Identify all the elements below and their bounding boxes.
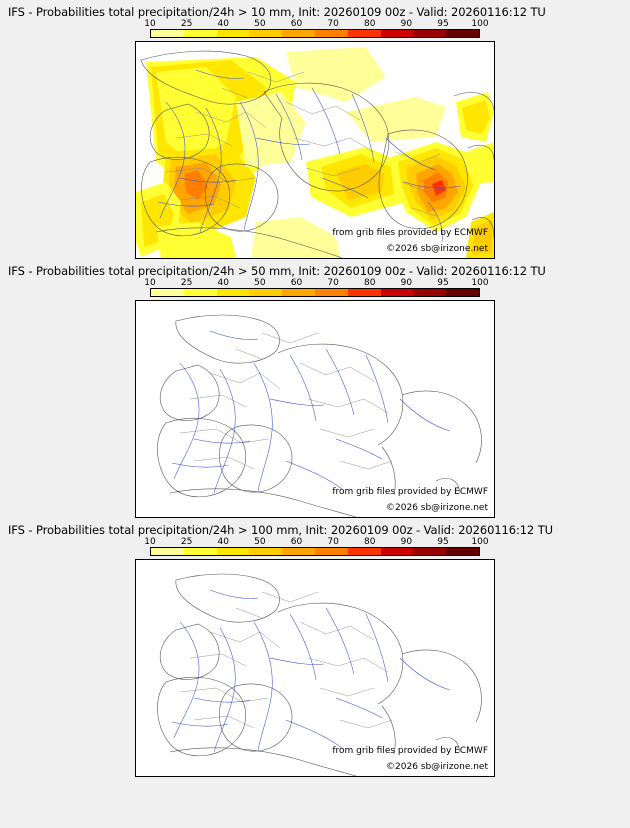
colorbar-tick-9: 100 bbox=[471, 278, 489, 288]
colorbar-10mm bbox=[144, 19, 489, 39]
map-10mm[interactable] bbox=[135, 41, 495, 259]
colorbar-tick-9: 100 bbox=[471, 537, 489, 547]
panel-100mm bbox=[0, 518, 630, 777]
colorbar-tick-8: 95 bbox=[437, 278, 449, 288]
colorbar-tick-2: 40 bbox=[217, 537, 229, 547]
colorbar-tick-4: 60 bbox=[290, 537, 303, 547]
colorbar-tick-5: 70 bbox=[327, 19, 339, 29]
colorbar-labels bbox=[144, 19, 489, 29]
colorbar-labels bbox=[144, 537, 489, 547]
map-50mm[interactable] bbox=[135, 300, 495, 518]
colorbar-100mm bbox=[144, 537, 489, 557]
colorbar-labels bbox=[144, 278, 489, 288]
panel-10mm bbox=[0, 0, 630, 259]
panel-title: IFS - Probabilities total precipitation/24h > 10 mm, Init: 20260109 00z - Valid: 20260116:12 TU bbox=[8, 5, 546, 19]
colorbar-tick-6: 80 bbox=[364, 537, 376, 547]
colorbar-tick-4: 60 bbox=[290, 278, 303, 288]
map-canvas bbox=[136, 301, 494, 517]
river-layer bbox=[172, 590, 450, 752]
credit-source: from grib files provided by ECMWF bbox=[332, 487, 488, 497]
credit-source: from grib files provided by ECMWF bbox=[332, 228, 488, 238]
credit-copyright: ©2026 sb@irizone.net bbox=[386, 762, 488, 772]
map-100mm[interactable] bbox=[135, 559, 495, 777]
colorbar-tick-5: 70 bbox=[327, 537, 339, 547]
river-layer bbox=[172, 331, 450, 493]
colorbar-tick-8: 95 bbox=[437, 537, 449, 547]
panel-50mm bbox=[0, 259, 630, 518]
colorbar-tick-0: 10 bbox=[144, 278, 156, 288]
colorbar-tick-8: 95 bbox=[437, 19, 449, 29]
colorbar-tick-3: 50 bbox=[254, 278, 266, 288]
colorbar-tick-3: 50 bbox=[254, 19, 266, 29]
credit-copyright: ©2026 sb@irizone.net bbox=[386, 503, 488, 513]
colorbar-tick-3: 50 bbox=[254, 537, 266, 547]
panel-title: IFS - Probabilities total precipitation/24h > 50 mm, Init: 20260109 00z - Valid: 20260116:12 TU bbox=[8, 264, 546, 278]
colorbar-tick-6: 80 bbox=[364, 19, 376, 29]
colorbar-tick-7: 90 bbox=[400, 537, 413, 547]
colorbar-tick-4: 60 bbox=[290, 19, 303, 29]
colorbar-tick-2: 40 bbox=[217, 278, 229, 288]
credit-copyright: ©2026 sb@irizone.net bbox=[386, 244, 488, 254]
colorbar-tick-7: 90 bbox=[400, 278, 413, 288]
colorbar-tick-0: 10 bbox=[144, 537, 156, 547]
colorbar-tick-5: 70 bbox=[327, 278, 339, 288]
colorbar-tick-0: 10 bbox=[144, 19, 156, 29]
colorbar-tick-9: 100 bbox=[471, 19, 489, 29]
colorbar-tick-2: 40 bbox=[217, 19, 229, 29]
colorbar-tick-1: 25 bbox=[180, 278, 193, 288]
colorbar-tick-7: 90 bbox=[400, 19, 413, 29]
map-canvas bbox=[136, 42, 494, 258]
colorbar-tick-6: 80 bbox=[364, 278, 376, 288]
credit-source: from grib files provided by ECMWF bbox=[332, 746, 488, 756]
panel-title: IFS - Probabilities total precipitation/24h > 100 mm, Init: 20260109 00z - Valid: 20260116:12 TU bbox=[8, 523, 553, 537]
colorbar-gradient bbox=[150, 288, 480, 297]
colorbar-gradient bbox=[150, 29, 480, 38]
map-canvas bbox=[136, 560, 494, 776]
colorbar-50mm bbox=[144, 278, 489, 298]
colorbar-tick-1: 25 bbox=[180, 19, 193, 29]
colorbar-gradient bbox=[150, 547, 480, 556]
colorbar-tick-1: 25 bbox=[180, 537, 193, 547]
probability-shading bbox=[136, 47, 494, 258]
